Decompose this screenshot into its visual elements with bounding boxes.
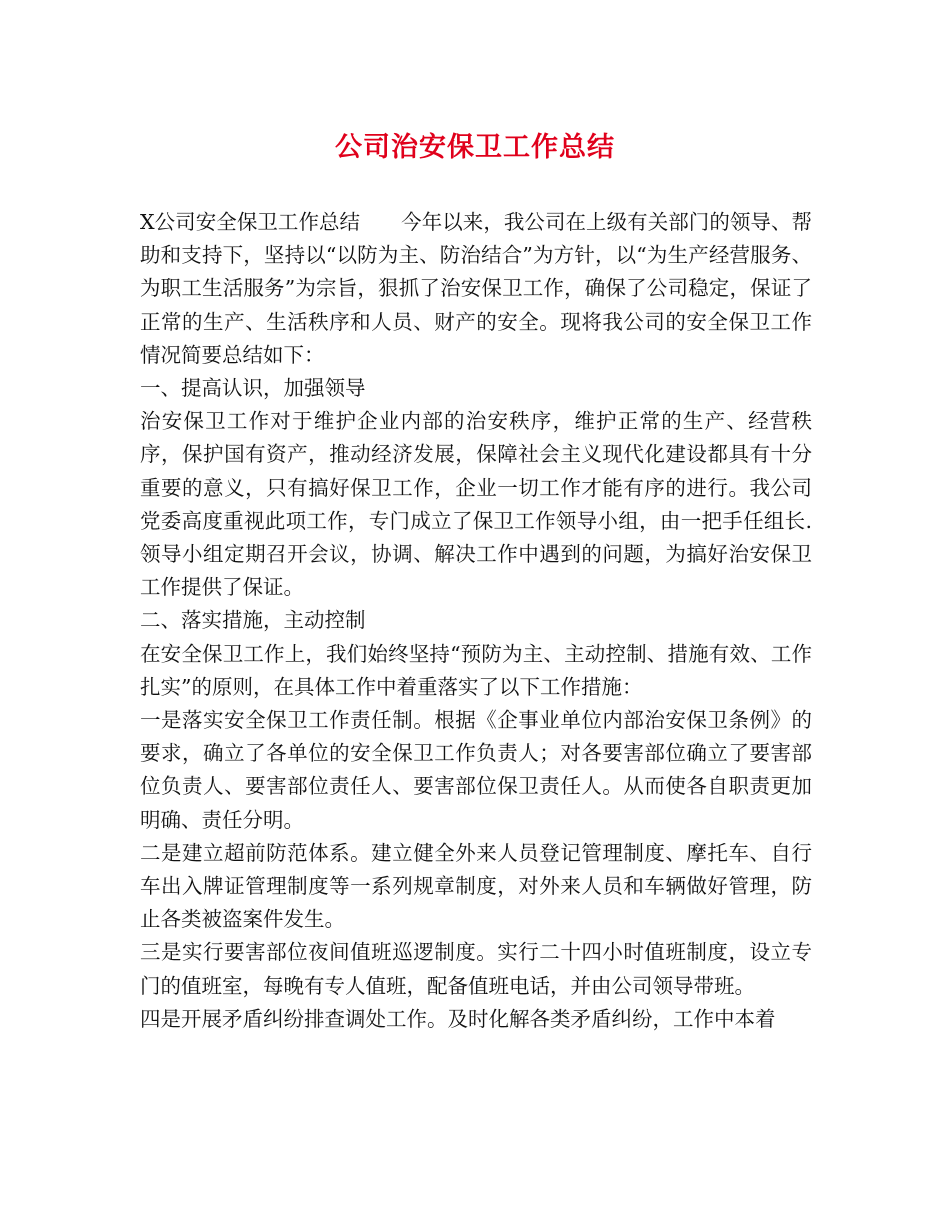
measure-3-paragraph: 三是实行要害部位夜间值班巡逻制度。实行二十四小时值班制度，设立专门的值班室，每晚有专人值班，配备值班电话，并由公司领导带班。 <box>140 940 812 998</box>
document-body <box>140 206 812 1036</box>
intro-paragraph: X公司安全保卫工作总结 今年以来，我公司在上级有关部门的领导、帮助和支持下，坚持以“以防为主、防治结合”为方针，以“为生产经营服务、为职工生活服务”为宗旨，狠抓了治安保卫工作，确保了公司稳定，保证了正常的生产、生活秩序和人员、财产的安全。现将我公司的安全保卫工作情况简要总结如下： <box>140 210 812 367</box>
document-title: 公司治安保卫工作总结 <box>335 132 615 163</box>
measure-1-paragraph: 一是落实安全保卫工作责任制。根据《企事业单位内部治安保卫条例》的要求，确立了各单位的安全保卫工作负责人；对各要害部位确立了要害部位负责人、要害部位责任人、要害部位保卫责任人。从而使各自职责更加明确、责任分明。 <box>140 708 812 832</box>
section-1-paragraph: 治安保卫工作对于维护企业内部的治安秩序，维护正常的生产、经营秩序，保护国有资产，推动经济发展，保障社会主义现代化建设都具有十分重要的意义，只有搞好保卫工作，企业一切工作才能有序的进行。我公司党委高度重视此项工作，专门成立了保卫工作领导小组，由一把手任组长.领导小组定期召开会议，协调、解决工作中遇到的问题，为搞好治安保卫工作提供了保证。 <box>140 409 812 600</box>
section-heading-1: 一、提高认识，加强领导 <box>140 376 366 401</box>
measure-4-paragraph: 四是开展矛盾纠纷排查调处工作。及时化解各类矛盾纠纷，工作中本着 <box>140 1006 776 1031</box>
section-heading-2: 二、落实措施，主动控制 <box>140 608 366 633</box>
measure-2-paragraph: 二是建立超前防范体系。建立健全外来人员登记管理制度、摩托车、自行车出入牌证管理制度等一系列规章制度，对外来人员和车辆做好管理，防止各类被盗案件发生。 <box>140 840 812 932</box>
section-2-paragraph: 在安全保卫工作上，我们始终坚持“预防为主、主动控制、措施有效、工作扎实”的原则，在具体工作中着重落实了以下工作措施： <box>140 641 812 699</box>
